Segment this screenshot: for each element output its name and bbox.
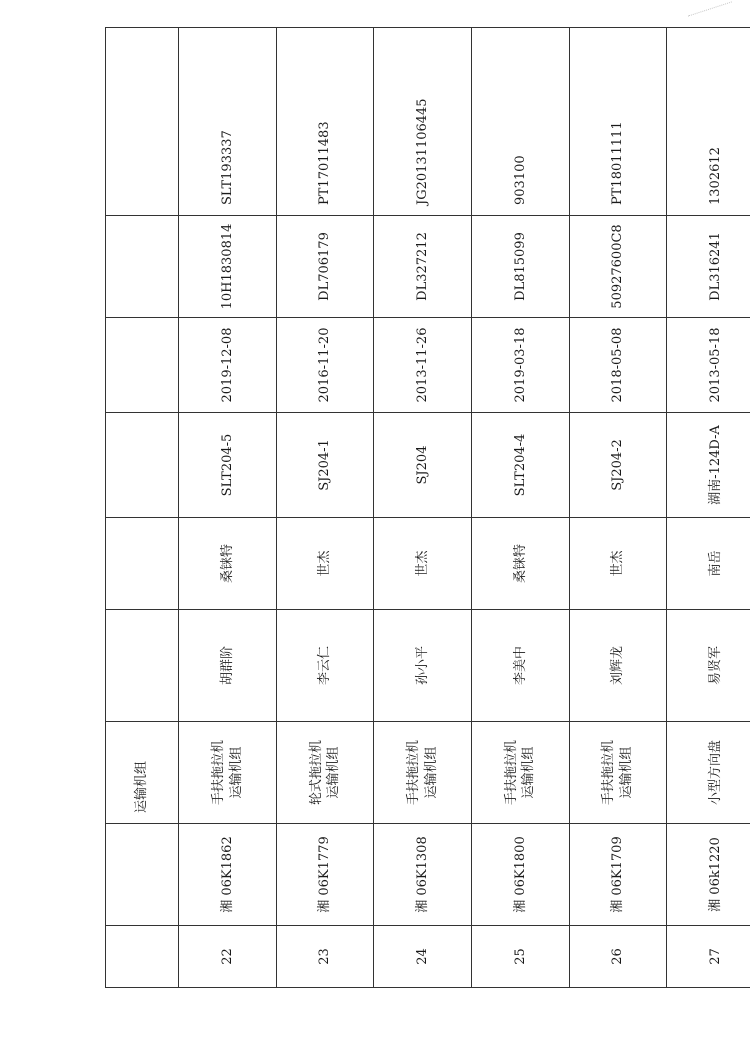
row-date: 2018-05-08 bbox=[569, 318, 667, 413]
row-plate: 湘 06K1779 bbox=[276, 824, 374, 926]
row-brand: 世杰 bbox=[276, 518, 374, 610]
row-engine-no: 50927600C8 bbox=[569, 216, 667, 318]
vehicle-registry-table bbox=[105, 27, 750, 988]
row-plate: 湘 06K1709 bbox=[569, 824, 667, 926]
row-frame-no: JG20131106445 bbox=[374, 28, 472, 216]
row-frame-no: PT18011111 bbox=[569, 28, 667, 216]
row-type bbox=[374, 722, 472, 824]
row-no: 23 bbox=[276, 926, 374, 988]
row-owner: 李美中 bbox=[472, 610, 570, 722]
table-row bbox=[569, 28, 667, 988]
row-frame-no: 903100 bbox=[472, 28, 570, 216]
row-no: 24 bbox=[374, 926, 472, 988]
row-no: 22 bbox=[179, 926, 277, 988]
row-frame-no: SLT193337 bbox=[179, 28, 277, 216]
row-date: 2013-11-26 bbox=[374, 318, 472, 413]
row-engine-no: DL706179 bbox=[276, 216, 374, 318]
row-model: SJ204 bbox=[374, 413, 472, 518]
row-model: 湖南-124D-A bbox=[667, 413, 750, 518]
row-brand: 桑铼特 bbox=[179, 518, 277, 610]
row-brand: 南岳 bbox=[667, 518, 750, 610]
table-row bbox=[472, 28, 570, 988]
row-owner: 孙小平 bbox=[374, 610, 472, 722]
table-header-row bbox=[106, 28, 179, 988]
row-engine-no: 10H1830814 bbox=[179, 216, 277, 318]
row-engine-no: DL815099 bbox=[472, 216, 570, 318]
table-row bbox=[276, 28, 374, 988]
row-type-line2: 运输机组 bbox=[619, 746, 635, 799]
row-owner: 胡群阶 bbox=[179, 610, 277, 722]
row-model: SLT204-5 bbox=[179, 413, 277, 518]
row-plate: 湘 06K1862 bbox=[179, 824, 277, 926]
row-type-line1: 手扶拖拉机 bbox=[210, 740, 226, 806]
row-date: 2019-03-18 bbox=[472, 318, 570, 413]
row-no: 26 bbox=[569, 926, 667, 988]
row-type bbox=[179, 722, 277, 824]
header-no-cell bbox=[106, 926, 179, 988]
rotated-table-container bbox=[105, 28, 750, 988]
row-type-line1: 手扶拖拉机 bbox=[503, 740, 519, 806]
table-row bbox=[179, 28, 277, 988]
header-type-cell: 运输机组 bbox=[106, 722, 179, 824]
row-type-line2: 运输机组 bbox=[228, 746, 244, 799]
row-type bbox=[276, 722, 374, 824]
header-date-cell bbox=[106, 318, 179, 413]
row-no: 27 bbox=[667, 926, 750, 988]
row-type-line1: 手扶拖拉机 bbox=[406, 740, 422, 806]
row-type bbox=[472, 722, 570, 824]
row-type-line1: 手扶拖拉机 bbox=[601, 740, 617, 806]
row-date: 2013-05-18 bbox=[667, 318, 750, 413]
header-engine-cell bbox=[106, 216, 179, 318]
row-frame-no: PT17011483 bbox=[276, 28, 374, 216]
row-brand: 世杰 bbox=[569, 518, 667, 610]
row-owner: 李云仁 bbox=[276, 610, 374, 722]
row-type-line2: 运输机组 bbox=[326, 746, 342, 799]
row-type-line1: 小型方向盘 bbox=[707, 740, 723, 806]
row-engine-no: DL327212 bbox=[374, 216, 472, 318]
row-plate: 湘 06k1220 bbox=[667, 824, 750, 926]
header-brand-cell bbox=[106, 518, 179, 610]
header-frame-cell bbox=[106, 28, 179, 216]
table-row bbox=[374, 28, 472, 988]
header-owner-cell bbox=[106, 610, 179, 722]
row-plate: 湘 06K1308 bbox=[374, 824, 472, 926]
row-owner: 易贤军 bbox=[667, 610, 750, 722]
header-plate-cell bbox=[106, 824, 179, 926]
row-frame-no: 1302612 bbox=[667, 28, 750, 216]
row-type-line2: 运输机组 bbox=[521, 746, 537, 799]
row-date: 2016-11-20 bbox=[276, 318, 374, 413]
row-model: SJ204-1 bbox=[276, 413, 374, 518]
table-row bbox=[667, 28, 750, 988]
row-type bbox=[569, 722, 667, 824]
row-plate: 湘 06K1800 bbox=[472, 824, 570, 926]
row-engine-no: DL316241 bbox=[667, 216, 750, 318]
row-type-line2: 运输机组 bbox=[423, 746, 439, 799]
row-no: 25 bbox=[472, 926, 570, 988]
row-type bbox=[667, 722, 750, 824]
row-date: 2019-12-08 bbox=[179, 318, 277, 413]
row-brand: 世杰 bbox=[374, 518, 472, 610]
header-model-cell bbox=[106, 413, 179, 518]
row-model: SJ204-2 bbox=[569, 413, 667, 518]
row-owner: 刘辉龙 bbox=[569, 610, 667, 722]
row-type-line1: 轮式拖拉机 bbox=[308, 740, 324, 806]
row-brand: 桑铼特 bbox=[472, 518, 570, 610]
row-model: SLT204-4 bbox=[472, 413, 570, 518]
